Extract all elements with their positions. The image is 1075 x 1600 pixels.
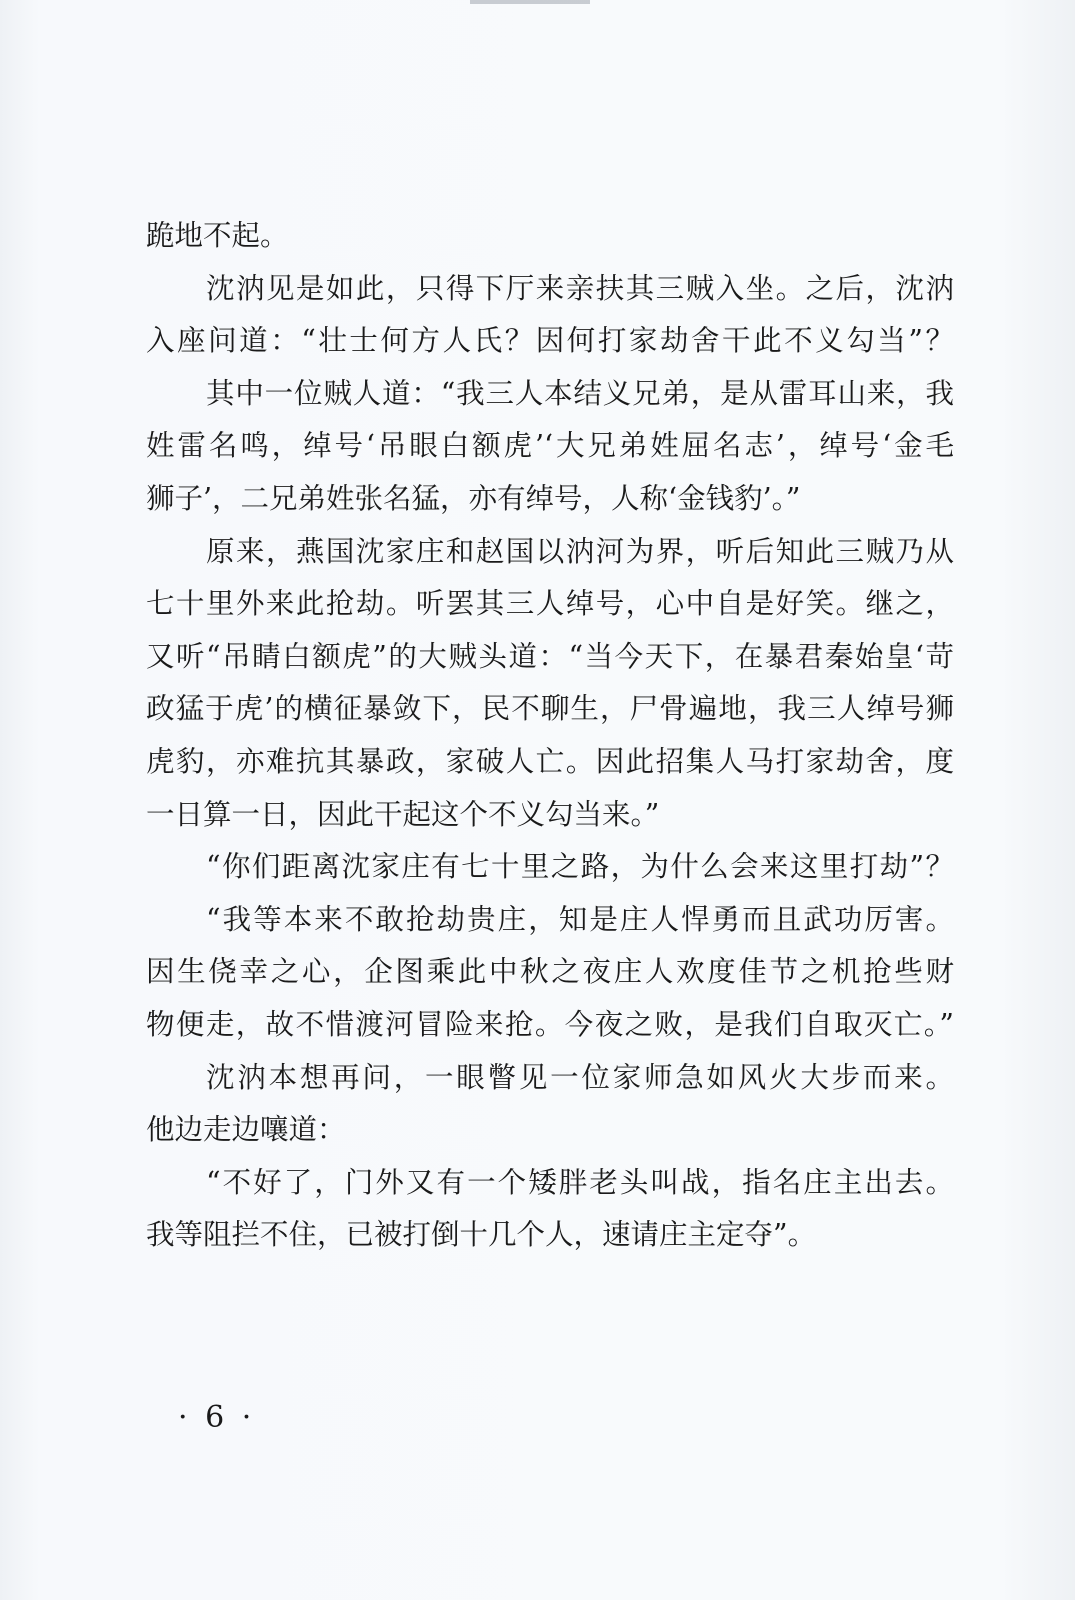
text-line: 他边走边嚷道： xyxy=(146,1113,346,1147)
text-line: 一日算一日，因此干起这个不义勾当来。” xyxy=(146,797,660,831)
text-line: 沈汭见是如此，只得下厅来亲扶其三贼入坐。之后，沈汭 xyxy=(206,271,954,305)
text-line: 其中一位贼人道：“我三人本结义兄弟，是从雷耳山来，我 xyxy=(206,376,954,410)
text-line: 姓雷名鸣，绰号‘吊眼白额虎’‘大兄弟姓屈名志’，绰号‘金毛 xyxy=(146,429,954,463)
text-line: 物便走，故不惜渡河冒险来抢。今夜之败，是我们自取灭亡。” xyxy=(146,1007,954,1041)
text-line: “我等本来不敢抢劫贵庄，知是庄人悍勇而且武功厉害。 xyxy=(206,902,954,936)
text-line: 虎豹，亦难抗其暴政，家破人亡。因此招集人马打家劫舍，度 xyxy=(146,744,954,778)
text-line: 入座问道：“壮士何方人氏？因何打家劫舍干此不义勾当”？ xyxy=(146,324,954,358)
text-line: 跪地不起。 xyxy=(146,219,289,252)
text-line: 七十里外来此抢劫。听罢其三人绰号，心中自是好笑。继之， xyxy=(146,587,954,621)
text-line: 政猛于虎’的横征暴敛下，民不聊生，尸骨遍地，我三人绰号狮 xyxy=(146,692,954,726)
text-line: “不好了，门外又有一个矮胖老头叫战，指名庄主出去。 xyxy=(206,1165,954,1199)
text-line: “你们距离沈家庄有七十里之路，为什么会来这里打劫”？ xyxy=(206,850,954,884)
scan-artifact xyxy=(470,0,590,4)
text-line: 沈汭本想再问，一眼瞥见一位家师急如风火大步而来。 xyxy=(206,1060,954,1094)
text-line: 又听“吊睛白额虎”的大贼头道：“当今天下，在暴君秦始皇‘苛 xyxy=(146,639,954,673)
text-line: 狮子’，二兄弟姓张名猛，亦有绰号，人称‘金钱豹’。” xyxy=(146,481,801,515)
body-text xyxy=(146,210,954,1262)
page-number: · 6 · xyxy=(178,1400,256,1435)
text-line: 原来，燕国沈家庄和赵国以汭河为界，听后知此三贼乃从 xyxy=(206,534,954,568)
text-line: 我等阻拦不住，已被打倒十几个人，速请庄主定夺”。 xyxy=(146,1218,817,1252)
text-line: 因生侥幸之心，企图乘此中秋之夜庄人欢度佳节之机抢些财 xyxy=(146,955,954,989)
